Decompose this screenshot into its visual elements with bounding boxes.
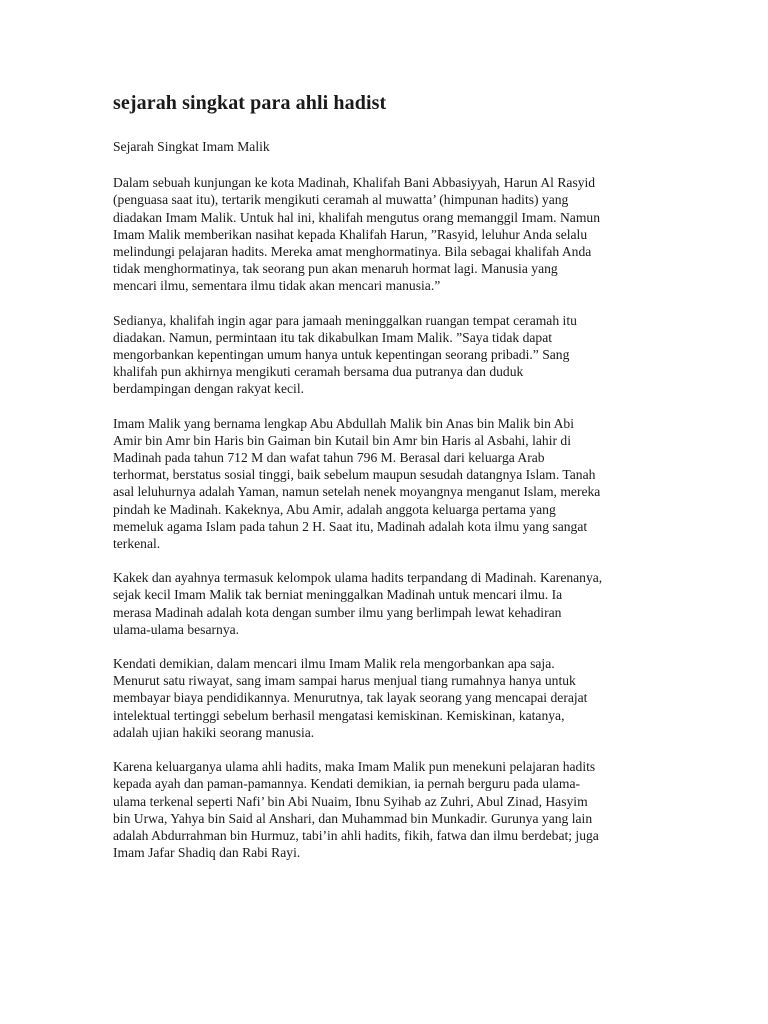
paragraph-line: Dalam sebuah kunjungan ke kota Madinah, Khalifah Bani Abbasiyyah, Harun Al Rasyid <box>113 175 596 191</box>
paragraph-line: ulama terkenal seperti Nafi’ bin Abi Nuaim, Ibnu Syihab az Zuhri, Abul Zinad, Hasyim <box>113 793 588 809</box>
paragraph-line: Menurut satu riwayat, sang imam sampai harus menjual tiang rumahnya hanya untuk <box>113 673 576 689</box>
paragraph-line: Imam Jafar Shadiq dan Rabi Rayi. <box>113 845 301 861</box>
paragraph-line: melindungi pelajaran hadits. Mereka amat menghormatinya. Bila sebagai khalifah Anda <box>113 244 592 260</box>
paragraph-line: ulama-ulama besarnya. <box>113 621 240 637</box>
paragraph <box>113 758 658 861</box>
paragraph-line: khalifah pun akhirnya mengikuti ceramah bersama dua putranya dan duduk <box>113 364 524 380</box>
paragraph-line: membayar biaya pendidikannya. Menurutnya, tak layak seorang yang mencapai derajat <box>113 690 588 706</box>
paragraph-line: Imam Malik memberikan nasihat kepada Khalifah Harun, ”Rasyid, leluhur Anda selalu <box>113 226 588 242</box>
paragraph <box>113 569 658 638</box>
paragraph-line: terhormat, berstatus sosial tinggi, baik sebelum maupun sesudah datangnya Islam. Tanah <box>113 467 596 483</box>
paragraph-line: kepada ayah dan paman-pamannya. Kendati demikian, ia pernah berguru pada ulama- <box>113 776 581 792</box>
paragraph-line: Amir bin Amr bin Haris bin Gaiman bin Kutail bin Amr bin Haris al Asbahi, lahir di <box>113 432 571 448</box>
paragraph-line: mengorbankan kepentingan umum hanya untuk kepentingan seorang pribadi.” Sang <box>113 347 570 363</box>
paragraph-line: merasa Madinah adalah kota dengan sumber ilmu yang berlimpah lewat kehadiran <box>113 604 562 620</box>
paragraph-line: (penguasa saat itu), tertarik mengikuti ceramah al muwatta’ (himpunan hadits) yang <box>113 192 569 208</box>
paragraph-line: mencari ilmu, sementara ilmu tidak akan mencari manusia.” <box>113 278 441 294</box>
paragraph-line: memeluk agama Islam pada tahun 2 H. Saat itu, Madinah adalah kota ilmu yang sangat <box>113 518 588 534</box>
paragraph-line: Karena keluarganya ulama ahli hadits, maka Imam Malik pun menekuni pelajaran hadits <box>113 759 596 775</box>
paragraph-line: Kakek dan ayahnya termasuk kelompok ulama hadits terpandang di Madinah. Karenanya, <box>113 570 603 586</box>
paragraph-line: diadakan. Namun, permintaan itu tak dikabulkan Imam Malik. ”Saya tidak dapat <box>113 329 553 345</box>
paragraph-line: adalah ujian hakiki seorang manusia. <box>113 724 315 740</box>
paragraph-line: berdampingan dengan rakyat kecil. <box>113 381 304 397</box>
paragraph-line: intelektual tertinggi sebelum berhasil mengatasi kemiskinan. Kemiskinan, katanya, <box>113 707 565 723</box>
paragraph-line: Madinah pada tahun 712 M dan wafat tahun 796 M. Berasal dari keluarga Arab <box>113 450 545 466</box>
paragraph-line: adalah Abdurrahman bin Hurmuz, tabi’in ahli hadits, fikih, fatwa dan ilmu berdebat; juga <box>113 827 599 843</box>
paragraph-line: pindah ke Madinah. Kakeknya, Abu Amir, adalah anggota keluarga pertama yang <box>113 501 556 517</box>
document-title: sejarah singkat para ahli hadist <box>113 92 387 114</box>
document-body <box>113 174 658 861</box>
paragraph <box>113 174 658 294</box>
paragraph-line: Sedianya, khalifah ingin agar para jamaah meninggalkan ruangan tempat ceramah itu <box>113 312 577 328</box>
paragraph-line: bin Urwa, Yahya bin Said al Anshari, dan Muhammad bin Munkadir. Gurunya yang lain <box>113 810 593 826</box>
paragraph <box>113 312 658 398</box>
paragraph-line: diadakan Imam Malik. Untuk hal ini, khalifah mengutus orang memanggil Imam. Namun <box>113 209 600 225</box>
paragraph-line: Kendati demikian, dalam mencari ilmu Imam Malik rela mengorbankan apa saja. <box>113 656 555 672</box>
section-subtitle: Sejarah Singkat Imam Malik <box>113 139 270 154</box>
paragraph-line: tidak menghormatinya, tak seorang pun akan menaruh hormat lagi. Manusia yang <box>113 261 558 277</box>
paragraph-line: asal leluhurnya adalah Yaman, namun setelah nenek moyangnya menganut Islam, mereka <box>113 484 601 500</box>
document-page <box>113 90 658 878</box>
paragraph-line: Imam Malik yang bernama lengkap Abu Abdullah Malik bin Anas bin Malik bin Abi <box>113 415 574 431</box>
paragraph <box>113 415 658 553</box>
paragraph <box>113 655 658 741</box>
paragraph-line: sejak kecil Imam Malik tak berniat meninggalkan Madinah untuk mencari ilmu. Ia <box>113 587 563 603</box>
paragraph-line: terkenal. <box>113 536 161 552</box>
